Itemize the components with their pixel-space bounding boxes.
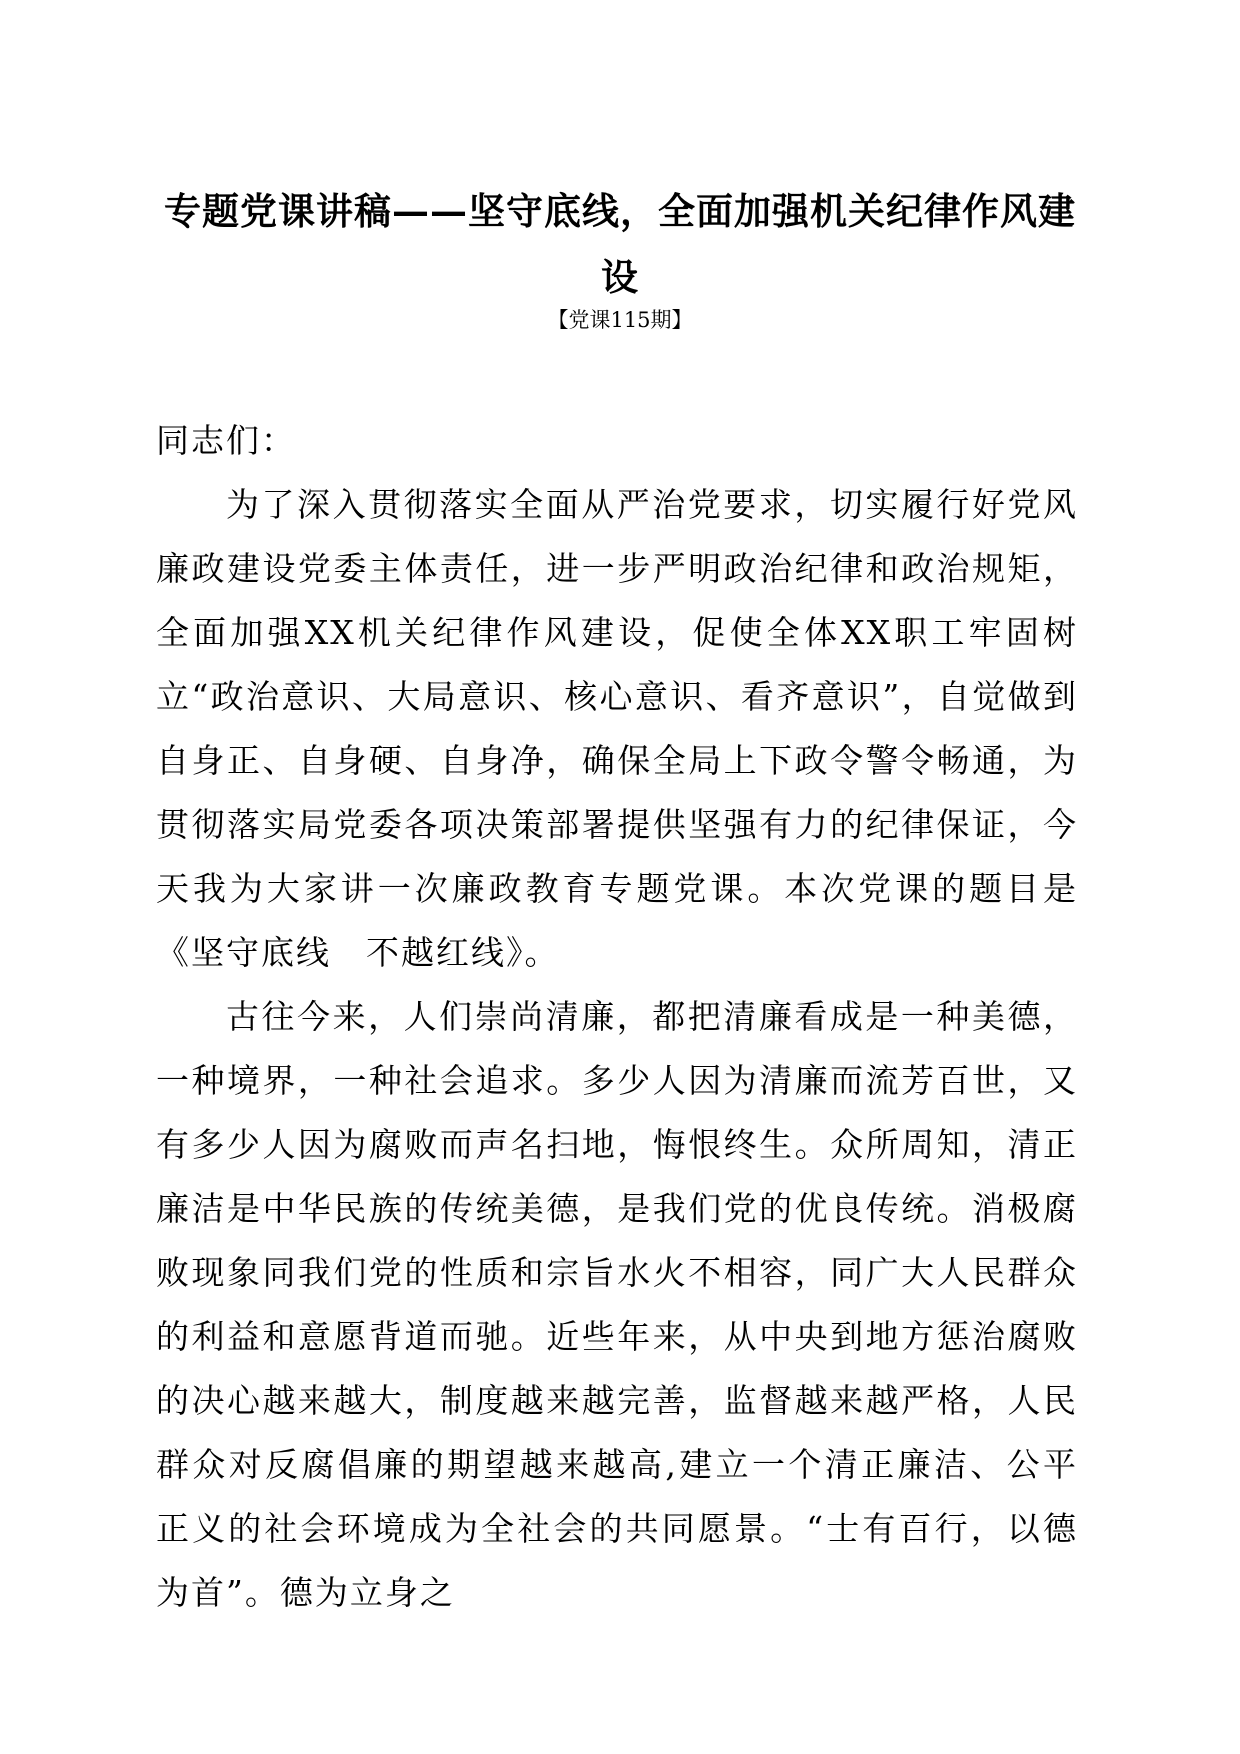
- document-body: [156, 409, 1078, 1625]
- body-paragraph-2: 古往今来，人们崇尚清廉，都把清廉看成是一种美德，一种境界，一种社会追求。多少人因为清廉而流芳百世，又有多少人因为腐败而声名扫地，悔恨终生。众所周知，清正廉洁是中华民族的传统美德，是我们党的优良传统。消极腐败现象同我们党的性质和宗旨水火不相容，同广大人民群众的利益和意愿背道而驰。近些年来，从中央到地方惩治腐败的决心越来越大，制度越来越完善，监督越来越严格，人民群众对反腐倡廉的期望越来越高,建立一个清正廉洁、公平正义的社会环境成为全社会的共同愿景。“士有百行，以德为首”。德为立身之: [156, 997, 1078, 1612]
- salutation: 同志们：: [156, 421, 296, 460]
- body-paragraph-1: 为了深入贯彻落实全面从严治党要求，切实履行好党风廉政建设党委主体责任，进一步严明政治纪律和政治规矩，全面加强XX机关纪律作风建设，促使全体XX职工牢固树立“政治意识、大局意识、核心意识、看齐意识”，自觉做到自身正、自身硬、自身净，确保全局上下政令警令畅通，为贯彻落实局党委各项决策部署提供坚强有力的纪律保证，今天我为大家讲一次廉政教育专题党课。本次党课的题目是《坚守底线 不越红线》。: [156, 485, 1078, 972]
- issue-label: 【党课115期】: [547, 308, 693, 332]
- document-title: 专题党课讲稿——坚守底线，全面加强机关纪律作风建设: [164, 189, 1076, 299]
